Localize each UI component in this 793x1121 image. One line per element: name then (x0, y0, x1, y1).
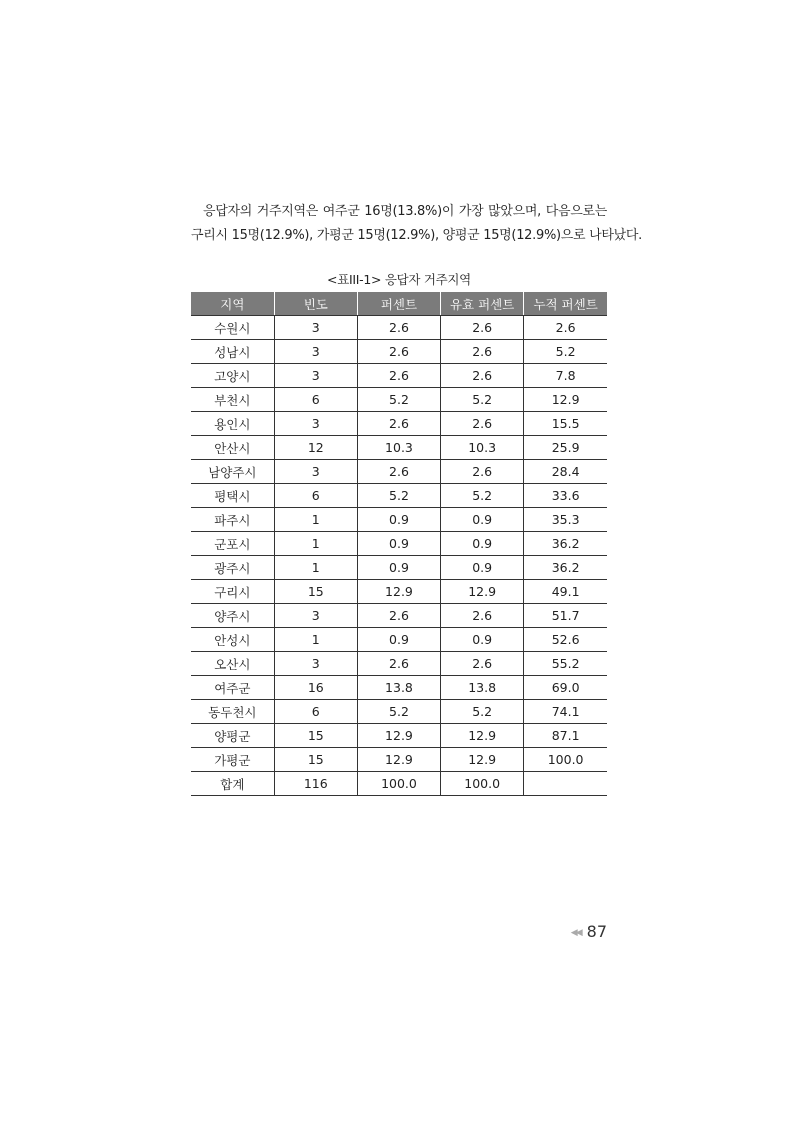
cell-frequency: 15 (274, 724, 357, 748)
cell-frequency: 1 (274, 628, 357, 652)
residence-region-table (191, 292, 607, 796)
cell-valid-percent: 12.9 (441, 724, 524, 748)
cell-cumulative-percent: 100.0 (524, 748, 607, 772)
table-row (191, 412, 607, 436)
header-frequency: 빈도 (274, 292, 357, 316)
cell-valid-percent: 13.8 (441, 676, 524, 700)
cell-frequency: 3 (274, 604, 357, 628)
cell-cumulative-percent: 33.6 (524, 484, 607, 508)
cell-cumulative-percent: 28.4 (524, 460, 607, 484)
cell-valid-percent: 0.9 (441, 508, 524, 532)
cell-cumulative-percent: 55.2 (524, 652, 607, 676)
cell-valid-percent: 2.6 (441, 652, 524, 676)
cell-valid-percent: 2.6 (441, 316, 524, 340)
table-row (191, 436, 607, 460)
cell-region: 용인시 (191, 412, 274, 436)
header-valid-percent: 유효 퍼센트 (441, 292, 524, 316)
cell-valid-percent: 5.2 (441, 700, 524, 724)
cell-region: 여주군 (191, 676, 274, 700)
cell-valid-percent: 2.6 (441, 364, 524, 388)
cell-percent: 10.3 (357, 436, 440, 460)
cell-region: 부천시 (191, 388, 274, 412)
cell-frequency: 12 (274, 436, 357, 460)
page-number (562, 922, 607, 941)
cell-cumulative-percent: 15.5 (524, 412, 607, 436)
table-row (191, 628, 607, 652)
cell-cumulative-percent: 5.2 (524, 340, 607, 364)
cell-cumulative-percent: 35.3 (524, 508, 607, 532)
cell-percent: 5.2 (357, 484, 440, 508)
cell-region: 평택시 (191, 484, 274, 508)
cell-cumulative-percent: 25.9 (524, 436, 607, 460)
cell-frequency: 3 (274, 340, 357, 364)
cell-frequency: 3 (274, 412, 357, 436)
table-body (191, 316, 607, 796)
cell-frequency: 6 (274, 700, 357, 724)
cell-cumulative-percent: 36.2 (524, 556, 607, 580)
table-header-row (191, 292, 607, 316)
cell-percent: 13.8 (357, 676, 440, 700)
double-left-arrow-icon: ◀◀ (570, 928, 581, 938)
table-row (191, 652, 607, 676)
cell-cumulative-percent: 52.6 (524, 628, 607, 652)
cell-region: 구리시 (191, 580, 274, 604)
cell-percent: 0.9 (357, 628, 440, 652)
cell-region: 합계 (191, 772, 274, 796)
header-region: 지역 (191, 292, 274, 316)
cell-percent: 2.6 (357, 340, 440, 364)
table-row (191, 388, 607, 412)
cell-valid-percent: 5.2 (441, 484, 524, 508)
cell-frequency: 16 (274, 676, 357, 700)
cell-valid-percent: 10.3 (441, 436, 524, 460)
cell-percent: 12.9 (357, 748, 440, 772)
cell-cumulative-percent (524, 772, 607, 796)
cell-valid-percent: 2.6 (441, 460, 524, 484)
cell-percent: 2.6 (357, 412, 440, 436)
cell-region: 남양주시 (191, 460, 274, 484)
cell-valid-percent: 2.6 (441, 412, 524, 436)
cell-region: 성남시 (191, 340, 274, 364)
cell-cumulative-percent: 36.2 (524, 532, 607, 556)
cell-frequency: 1 (274, 556, 357, 580)
cell-percent: 12.9 (357, 724, 440, 748)
cell-valid-percent: 100.0 (441, 772, 524, 796)
cell-frequency: 6 (274, 388, 357, 412)
cell-region: 동두천시 (191, 700, 274, 724)
cell-cumulative-percent: 87.1 (524, 724, 607, 748)
table-row (191, 724, 607, 748)
cell-region: 안산시 (191, 436, 274, 460)
cell-frequency: 15 (274, 580, 357, 604)
cell-cumulative-percent: 12.9 (524, 388, 607, 412)
cell-percent: 0.9 (357, 556, 440, 580)
cell-region: 고양시 (191, 364, 274, 388)
cell-percent: 2.6 (357, 316, 440, 340)
cell-percent: 12.9 (357, 580, 440, 604)
cell-frequency: 3 (274, 460, 357, 484)
cell-region: 군포시 (191, 532, 274, 556)
cell-region: 양주시 (191, 604, 274, 628)
cell-region: 양평군 (191, 724, 274, 748)
cell-valid-percent: 0.9 (441, 556, 524, 580)
cell-percent: 0.9 (357, 532, 440, 556)
cell-cumulative-percent: 69.0 (524, 676, 607, 700)
cell-region: 오산시 (191, 652, 274, 676)
cell-percent: 2.6 (357, 364, 440, 388)
body-paragraph-line-2: 구리시 15명(12.9%), 가평군 15명(12.9%), 양평군 15명(12.9%)으로 나타났다. (191, 228, 642, 243)
cell-percent: 2.6 (357, 652, 440, 676)
table-row (191, 340, 607, 364)
cell-valid-percent: 0.9 (441, 628, 524, 652)
cell-cumulative-percent: 7.8 (524, 364, 607, 388)
table-row (191, 772, 607, 796)
cell-cumulative-percent: 74.1 (524, 700, 607, 724)
cell-cumulative-percent: 51.7 (524, 604, 607, 628)
cell-region: 수원시 (191, 316, 274, 340)
table-caption: <표III-1> 응답자 거주지역 (327, 272, 471, 287)
cell-frequency: 1 (274, 532, 357, 556)
table-row (191, 556, 607, 580)
table-row (191, 748, 607, 772)
cell-frequency: 3 (274, 652, 357, 676)
cell-valid-percent: 0.9 (441, 532, 524, 556)
table-row (191, 676, 607, 700)
table-row (191, 580, 607, 604)
table-row (191, 508, 607, 532)
body-paragraph-line-1: 응답자의 거주지역은 여주군 16명(13.8%)이 가장 많았으며, 다음으로는 (203, 204, 607, 219)
cell-percent: 2.6 (357, 460, 440, 484)
header-percent: 퍼센트 (357, 292, 440, 316)
cell-valid-percent: 2.6 (441, 604, 524, 628)
table-row (191, 460, 607, 484)
page-number-value: 87 (586, 922, 607, 941)
cell-cumulative-percent: 49.1 (524, 580, 607, 604)
cell-valid-percent: 12.9 (441, 580, 524, 604)
cell-percent: 100.0 (357, 772, 440, 796)
cell-region: 안성시 (191, 628, 274, 652)
cell-region: 가평군 (191, 748, 274, 772)
cell-frequency: 3 (274, 364, 357, 388)
cell-frequency: 1 (274, 508, 357, 532)
table-row (191, 316, 607, 340)
table-row (191, 700, 607, 724)
header-cumulative-percent: 누적 퍼센트 (524, 292, 607, 316)
cell-valid-percent: 5.2 (441, 388, 524, 412)
cell-region: 파주시 (191, 508, 274, 532)
cell-frequency: 15 (274, 748, 357, 772)
cell-percent: 2.6 (357, 604, 440, 628)
cell-cumulative-percent: 2.6 (524, 316, 607, 340)
cell-valid-percent: 12.9 (441, 748, 524, 772)
table-row (191, 532, 607, 556)
cell-frequency: 3 (274, 316, 357, 340)
table-row (191, 484, 607, 508)
cell-percent: 0.9 (357, 508, 440, 532)
cell-valid-percent: 2.6 (441, 340, 524, 364)
cell-percent: 5.2 (357, 700, 440, 724)
table-row (191, 604, 607, 628)
cell-frequency: 6 (274, 484, 357, 508)
cell-frequency: 116 (274, 772, 357, 796)
cell-percent: 5.2 (357, 388, 440, 412)
cell-region: 광주시 (191, 556, 274, 580)
table-row (191, 364, 607, 388)
